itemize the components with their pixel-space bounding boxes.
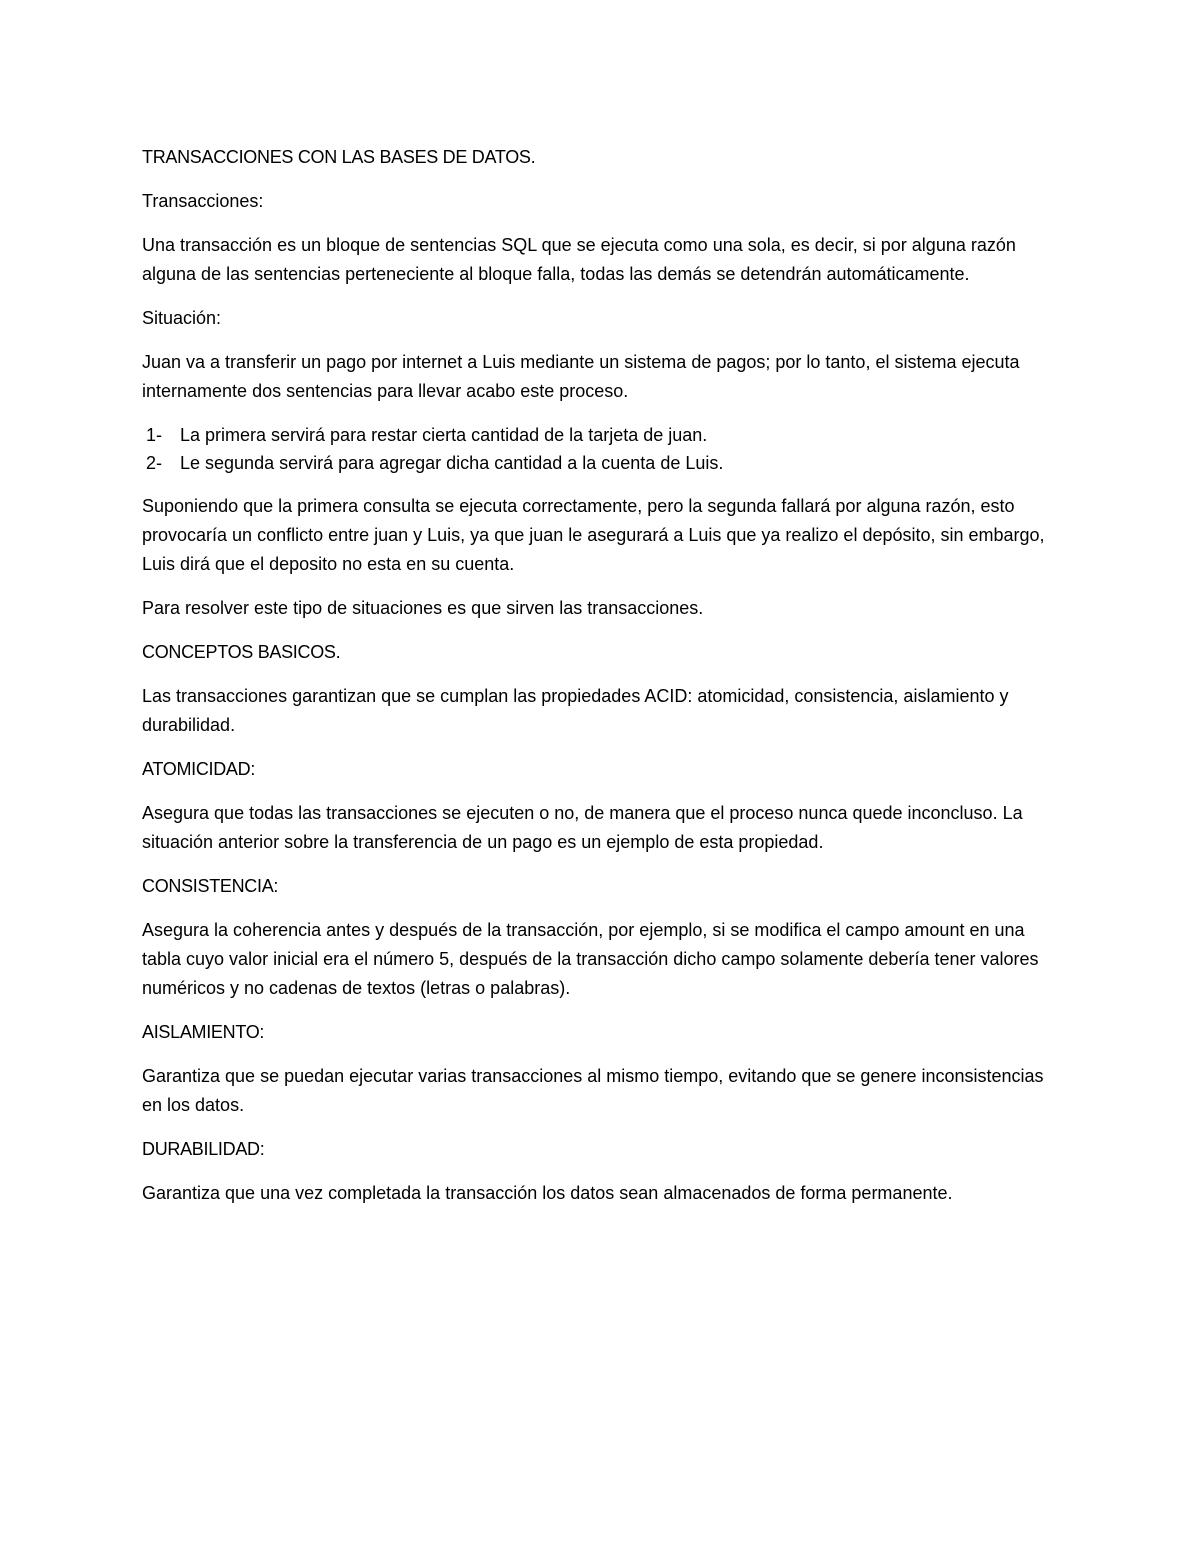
steps-list [142,421,1062,477]
section-heading-transacciones: Transacciones: [142,191,264,211]
list-item-text: La primera servirá para restar cierta cantidad de la tarjeta de juan. [180,425,708,445]
document-body [142,143,1062,1223]
document-title: TRANSACCIONES CON LAS BASES DE DATOS. [142,147,536,167]
paragraph-durabilidad: Garantiza que una vez completada la transacción los datos sean almacenados de forma permanente. [142,1183,953,1203]
section-heading-situacion: Situación: [142,308,222,328]
list-item-number: 1- [146,425,163,445]
paragraph-consistencia: Asegura la coherencia antes y después de la transacción, por ejemplo, si se modifica el campo amount en una tabla cuyo valor inicial era el número 5, después de la transacción dicho campo solamente debería tener valores numéricos y no cadenas de textos (letras o palabras). [142,920,1039,998]
list-item-text: Le segunda servirá para agregar dicha cantidad a la cuenta de Luis. [180,453,724,473]
list-item [142,449,1062,477]
paragraph-resolver: Para resolver este tipo de situaciones es que sirven las transacciones. [142,598,704,618]
section-heading-durabilidad: DURABILIDAD: [142,1139,265,1159]
paragraph-suponiendo: Suponiendo que la primera consulta se ejecuta correctamente, pero la segunda fallará por alguna razón, esto provocaría un conflicto entre juan y Luis, ya que juan le asegurará a Luis que ya realizo el depósito, sin embargo, Luis dirá que el deposito no esta en su cuenta. [142,496,1045,574]
paragraph-conceptos: Las transacciones garantizan que se cumplan las propiedades ACID: atomicidad, consistencia, aislamiento y durabilidad. [142,686,1009,735]
paragraph-situacion: Juan va a transferir un pago por internet a Luis mediante un sistema de pagos; por lo tanto, el sistema ejecuta internamente dos sentencias para llevar acabo este proceso. [142,352,1020,401]
list-item [142,421,1062,449]
section-heading-conceptos: CONCEPTOS BASICOS. [142,642,341,662]
paragraph-atomicidad: Asegura que todas las transacciones se ejecuten o no, de manera que el proceso nunca quede inconcluso. La situación anterior sobre la transferencia de un pago es un ejemplo de esta propiedad. [142,803,1023,852]
section-heading-atomicidad: ATOMICIDAD: [142,759,256,779]
section-heading-consistencia: CONSISTENCIA: [142,876,279,896]
section-heading-aislamiento: AISLAMIENTO: [142,1022,265,1042]
paragraph-aislamiento: Garantiza que se puedan ejecutar varias transacciones al mismo tiempo, evitando que se genere inconsistencias en los datos. [142,1066,1044,1115]
paragraph-transacciones: Una transacción es un bloque de sentencias SQL que se ejecuta como una sola, es decir, si por alguna razón alguna de las sentencias perteneciente al bloque falla, todas las demás se detendrán automáticamente. [142,235,1016,284]
list-item-number: 2- [146,453,163,473]
